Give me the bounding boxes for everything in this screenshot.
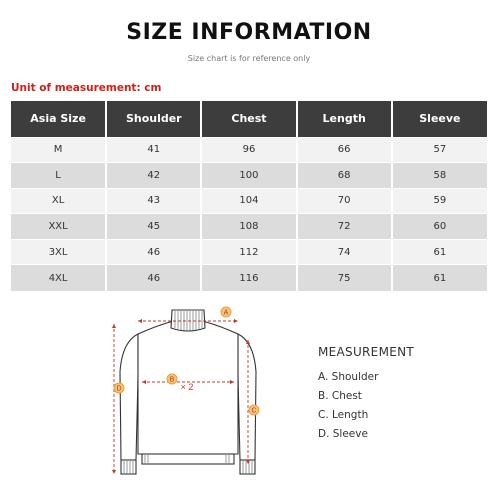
chest-multiplier-label: × 2 xyxy=(180,382,194,392)
table-row xyxy=(11,214,487,240)
measurement-item-chest: B. Chest xyxy=(318,390,362,402)
table-row xyxy=(11,265,487,291)
table-cell: 72 xyxy=(297,214,392,240)
table-cell: XXL xyxy=(11,214,106,240)
size-table xyxy=(11,101,487,291)
table-cell: 70 xyxy=(297,188,392,214)
table-row xyxy=(11,163,487,189)
marker-b xyxy=(167,374,177,384)
table-cell: M xyxy=(11,137,106,163)
table-cell: 68 xyxy=(297,163,392,189)
table-cell: 58 xyxy=(392,163,487,189)
table-cell: 112 xyxy=(201,239,296,265)
sweater-outline xyxy=(120,310,256,474)
table-cell: 74 xyxy=(297,239,392,265)
table-cell: 66 xyxy=(297,137,392,163)
svg-text:D: D xyxy=(116,385,122,393)
table-row xyxy=(11,239,487,265)
table-cell: 59 xyxy=(392,188,487,214)
table-cell: 104 xyxy=(201,188,296,214)
column-header: Chest xyxy=(201,101,296,137)
page-title: SIZE INFORMATION xyxy=(126,20,372,45)
table-cell: 46 xyxy=(106,239,201,265)
marker-d xyxy=(114,383,124,393)
svg-text:C: C xyxy=(251,407,257,415)
column-header: Length xyxy=(297,101,392,137)
table-cell: 45 xyxy=(106,214,201,240)
page-subtitle: Size chart is for reference only xyxy=(187,54,311,63)
table-header-row xyxy=(11,101,487,137)
measurement-item-sleeve: D. Sleeve xyxy=(318,428,368,440)
table-cell: 3XL xyxy=(11,239,106,265)
table-cell: XL xyxy=(11,188,106,214)
column-header: Shoulder xyxy=(106,101,201,137)
table-cell: 57 xyxy=(392,137,487,163)
table-row xyxy=(11,137,487,163)
table-cell: 60 xyxy=(392,214,487,240)
table-cell: 46 xyxy=(106,265,201,291)
column-header: Sleeve xyxy=(392,101,487,137)
measurement-item-shoulder: A. Shoulder xyxy=(318,371,379,383)
sweater-measurement-diagram xyxy=(108,302,268,492)
unit-label: Unit of measurement: cm xyxy=(11,82,162,94)
svg-text:B: B xyxy=(169,376,175,384)
table-cell: 116 xyxy=(201,265,296,291)
table-cell: 108 xyxy=(201,214,296,240)
measurement-title: MEASUREMENT xyxy=(318,345,415,359)
table-cell: 100 xyxy=(201,163,296,189)
table-cell: 4XL xyxy=(11,265,106,291)
table-cell: L xyxy=(11,163,106,189)
table-cell: 96 xyxy=(201,137,296,163)
marker-c xyxy=(249,405,259,415)
measurement-item-length: C. Length xyxy=(318,409,369,421)
table-cell: 61 xyxy=(392,265,487,291)
column-header: Asia Size xyxy=(11,101,106,137)
svg-text:A: A xyxy=(223,309,229,317)
table-cell: 42 xyxy=(106,163,201,189)
marker-a xyxy=(221,307,231,317)
table-row xyxy=(11,188,487,214)
table-cell: 43 xyxy=(106,188,201,214)
table-cell: 41 xyxy=(106,137,201,163)
table-cell: 75 xyxy=(297,265,392,291)
table-cell: 61 xyxy=(392,239,487,265)
